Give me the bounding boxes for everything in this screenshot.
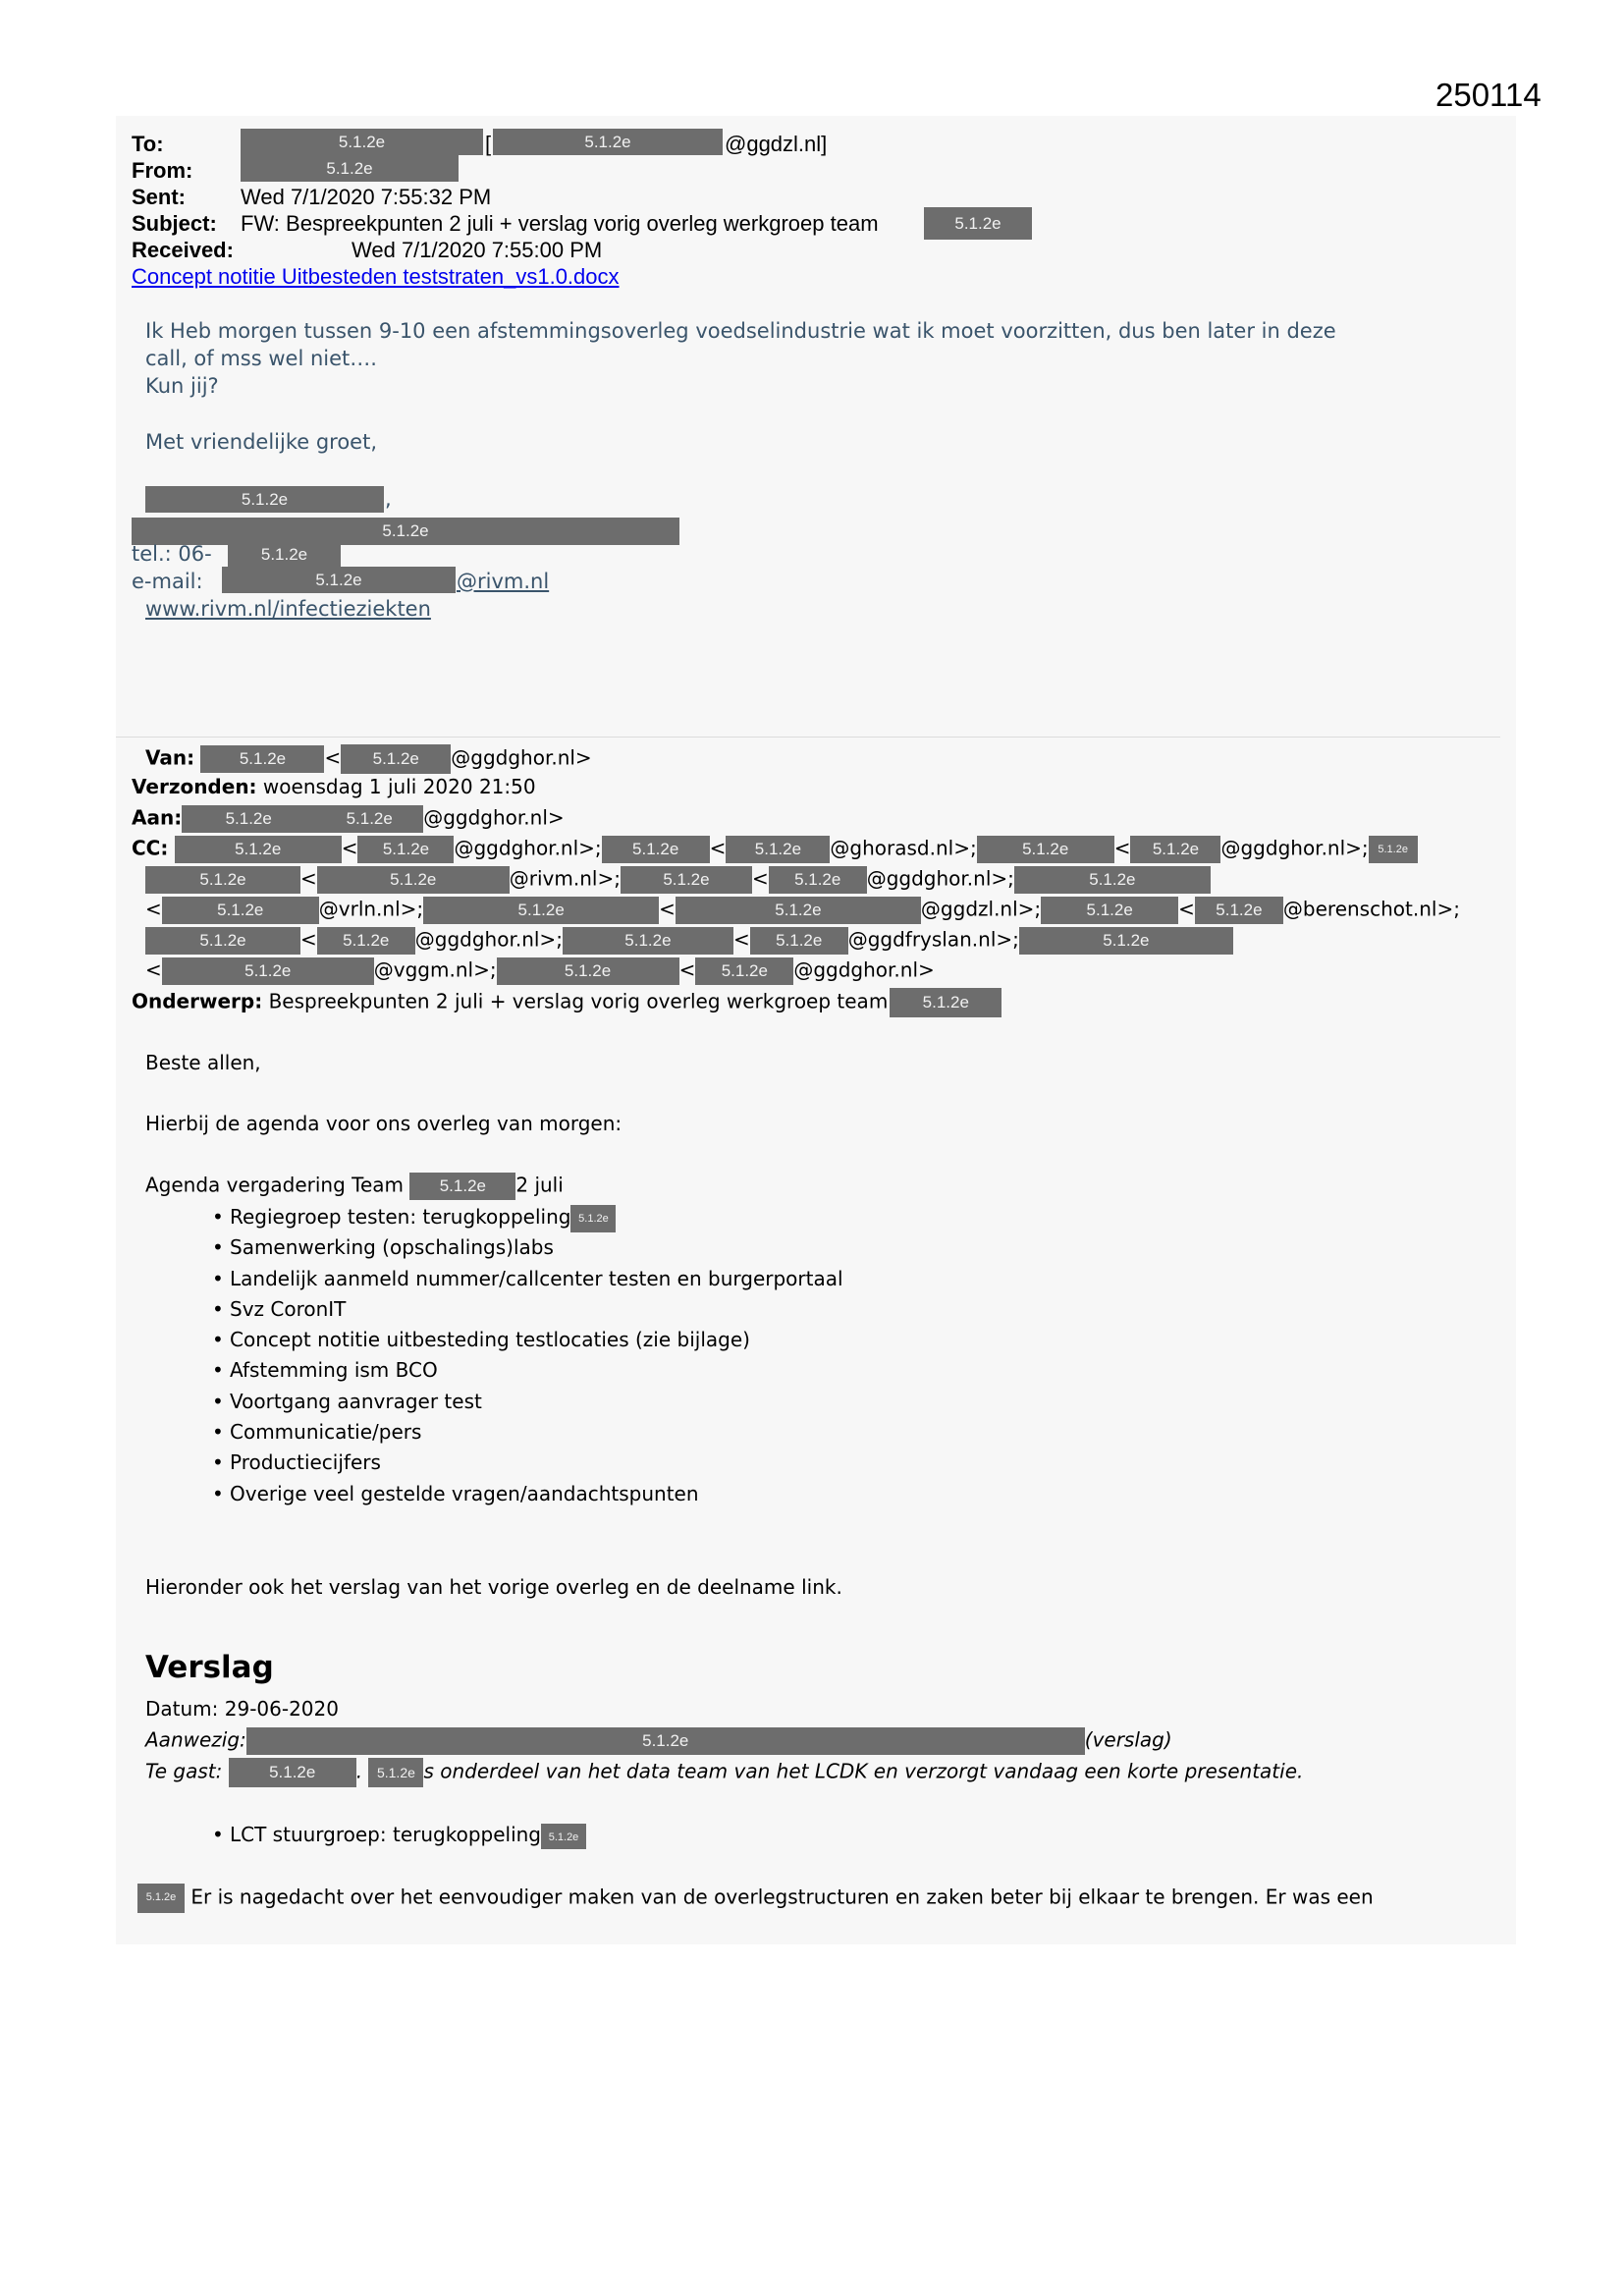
verslag-datum: Datum: 29-06-2020: [145, 1697, 339, 1721]
list-item: • Regiegroep testen: terugkoppeling 5.1.2e: [230, 1202, 843, 1232]
website-link[interactable]: www.rivm.nl/infectieziekten: [145, 597, 431, 621]
redaction-box: 5.1.2e: [497, 957, 679, 985]
received-value: Wed 7/1/2020 7:55:00 PM: [352, 238, 603, 262]
document-number: 250114: [1435, 77, 1542, 113]
list-item: • Communicatie/pers: [230, 1417, 843, 1448]
subject-value: FW: Bespreekpunten 2 juli + verslag vorig overleg werkgroep team: [241, 211, 879, 236]
mail1-body-line: Ik Heb morgen tussen 9-10 een afstemmingsoverleg voedselindustrie wat ik moet voorzitten, dus ben later in deze: [145, 319, 1336, 343]
attachment-link[interactable]: Concept notitie Uitbesteden teststraten_vs1.0.docx: [132, 264, 620, 289]
signature-name-redaction: 5.1.2e: [145, 486, 384, 513]
redaction-box: 5.1.2e: [695, 957, 793, 985]
redaction-box: 5.1.2e: [541, 1824, 586, 1849]
redaction-box: 5.1.2e: [241, 155, 459, 182]
redaction-box: 5.1.2e: [175, 836, 342, 863]
redaction-box: 5.1.2e: [357, 836, 454, 863]
list-item: • LCT stuurgroep: terugkoppeling 5.1.2e: [230, 1820, 586, 1850]
redaction-box: 5.1.2e: [769, 866, 867, 894]
mail1-body-line: Kun jij?: [145, 374, 219, 398]
redaction-box: 5.1.2e: [924, 207, 1032, 240]
redaction-box: 5.1.2e: [602, 836, 710, 863]
to-address-domain: @ggdzl.nl]: [725, 132, 828, 156]
redaction-box: 5.1.2e: [145, 927, 300, 955]
redaction-box: 5.1.2e: [676, 897, 921, 924]
aanwezig-line: Aanwezig: 5.1.2e (verslag): [145, 1727, 1172, 1755]
redaction-box: 5.1.2e: [1014, 866, 1211, 894]
redaction-box: 5.1.2e: [222, 567, 456, 593]
redaction-box: 5.1.2e: [368, 1758, 423, 1787]
redaction-box: 5.1.2e: [977, 836, 1114, 863]
cc-line-5: < 5.1.2e @vggm.nl>; 5.1.2e < 5.1.2e @ggdghor.nl>: [145, 957, 935, 985]
list-item: • Afstemming ism BCO: [230, 1355, 843, 1386]
cc-line-2: 5.1.2e < 5.1.2e @rivm.nl>; 5.1.2e < 5.1.2e @ggdghor.nl>; 5.1.2e: [145, 866, 1211, 894]
redaction-box: 5.1.2e: [182, 805, 315, 833]
divider: [116, 737, 1500, 738]
tel-label: tel.: 06-: [132, 542, 212, 566]
from-label: From:: [132, 158, 193, 183]
redaction-box: 5.1.2e: [621, 866, 752, 894]
verslag-heading: Verslag: [145, 1650, 274, 1685]
intro-text: Hierbij de agenda voor ons overleg van morgen:: [145, 1112, 623, 1135]
sent-label: Sent:: [132, 185, 186, 209]
redaction-box: 5.1.2e: [162, 957, 374, 985]
redaction-box: 5.1.2e: [750, 927, 848, 955]
mail1-body-line: call, of mss wel niet….: [145, 347, 377, 370]
list-item: • Concept notitie uitbesteding testlocaties (zie bijlage): [230, 1325, 843, 1355]
verslag-list: [230, 1820, 586, 1850]
van-line: Van: 5.1.2e < 5.1.2e @ggdghor.nl>: [145, 744, 592, 774]
redaction-box: 5.1.2e: [317, 927, 415, 955]
subject-label: Subject:: [132, 211, 217, 236]
to-bracket: [: [485, 132, 492, 156]
cc-line-1: CC: 5.1.2e < 5.1.2e @ggdghor.nl>; 5.1.2e < 5.1.2e @ghorasd.nl>; 5.1.2e < 5.1.2e @ggdghor.nl>; 5.1.2e: [132, 836, 1418, 863]
redaction-box: 5.1.2e: [162, 897, 319, 924]
agenda-list: [230, 1202, 843, 1509]
redaction-box: 5.1.2e: [726, 836, 830, 863]
redaction-box: 5.1.2e: [341, 744, 451, 774]
redaction-box: 5.1.2e: [423, 897, 659, 924]
received-label: Received:: [132, 238, 234, 262]
te-gast-line: Te gast: 5.1.2e . 5.1.2e s onderdeel van het data team van het LCDK en verzorgt vandaag een korte presentatie.: [145, 1758, 1303, 1787]
redaction-box: 5.1.2e: [145, 866, 300, 894]
cc-line-3: < 5.1.2e @vrln.nl>; 5.1.2e < 5.1.2e @ggdzl.nl>; 5.1.2e < 5.1.2e @berenschot.nl>;: [145, 897, 1460, 924]
list-item: • Landelijk aanmeld nummer/callcenter testen en burgerportaal: [230, 1264, 843, 1294]
to-label: To:: [132, 132, 164, 156]
redaction-box: 5.1.2e: [200, 745, 324, 773]
redaction-box: 5.1.2e: [890, 988, 1001, 1017]
list-item: • Productiecijfers: [230, 1448, 843, 1478]
redaction-box: 5.1.2e: [1130, 836, 1220, 863]
verslag-paragraph: 5.1.2e Er is nagedacht over het eenvoudiger maken van de overlegstructuren en zaken beter bij elkaar te brengen. Er was een: [137, 1884, 1374, 1913]
signature-comma: ,: [385, 487, 392, 511]
redaction-box: 5.1.2e: [229, 1758, 356, 1787]
below-text: Hieronder ook het verslag van het vorige overleg en de deelname link.: [145, 1575, 842, 1599]
redaction-box: 5.1.2e: [315, 805, 423, 833]
salutation: Beste allen,: [145, 1051, 261, 1074]
mail1-greeting: Met vriendelijke groet,: [145, 430, 378, 454]
email-background: [116, 116, 1516, 1944]
redaction-box: 5.1.2e: [493, 129, 723, 155]
redaction-box: 5.1.2e: [228, 541, 341, 568]
onderwerp-line: Onderwerp: Bespreekpunten 2 juli + verslag vorig overleg werkgroep team 5.1.2e: [132, 988, 1001, 1017]
list-item: • Svz CoronIT: [230, 1294, 843, 1325]
redaction-box: 5.1.2e: [1369, 836, 1418, 863]
redaction-box: 5.1.2e: [570, 1205, 616, 1232]
list-item: • Samenwerking (opschalings)labs: [230, 1232, 843, 1263]
redaction-box: 5.1.2e: [1019, 927, 1233, 955]
agenda-title: Agenda vergadering Team 5.1.2e 2 juli: [145, 1173, 564, 1200]
redaction-box: 5.1.2e: [1195, 897, 1283, 924]
redaction-box: 5.1.2e: [241, 129, 483, 155]
list-item: • Voortgang aanvrager test: [230, 1387, 843, 1417]
cc-line-4: 5.1.2e < 5.1.2e @ggdghor.nl>; 5.1.2e < 5.1.2e @ggdfryslan.nl>; 5.1.2e: [145, 927, 1233, 955]
sent-value: Wed 7/1/2020 7:55:32 PM: [241, 185, 492, 209]
redaction-box: 5.1.2e: [246, 1727, 1085, 1755]
email-domain-link[interactable]: @rivm.nl: [457, 570, 550, 593]
aan-line: Aan: 5.1.2e 5.1.2e @ggdghor.nl>: [132, 805, 565, 833]
redaction-box: 5.1.2e: [1041, 897, 1178, 924]
email-label: e-mail:: [132, 570, 203, 593]
verzonden-line: Verzonden: woensdag 1 juli 2020 21:50: [132, 775, 536, 798]
redaction-box: 5.1.2e: [317, 866, 510, 894]
redaction-box: 5.1.2e: [409, 1173, 515, 1200]
redaction-box: 5.1.2e: [137, 1884, 185, 1913]
list-item: • Overige veel gestelde vragen/aandachtspunten: [230, 1479, 843, 1509]
redaction-box: 5.1.2e: [563, 927, 733, 955]
signature-title-redaction: 5.1.2e: [132, 518, 679, 545]
